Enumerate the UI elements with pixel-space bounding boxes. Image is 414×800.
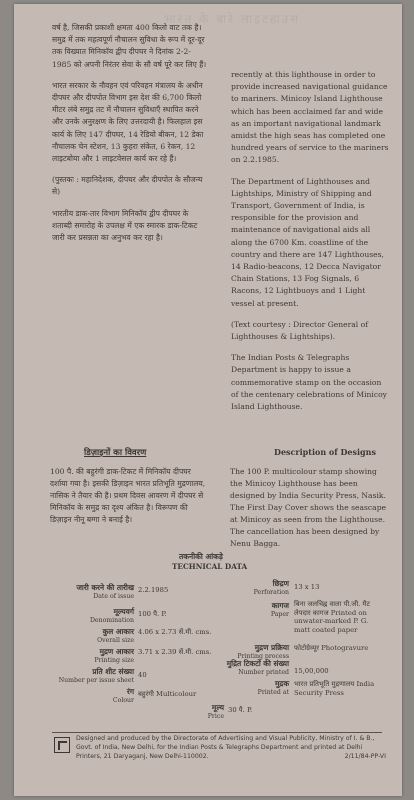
tech-label: मूल्य Price	[207, 703, 224, 720]
english-paragraph: recently at this lighthouse in order to provide increased navigational guidance to mariners. Minicoy Island Lighthouse which has been acclaimed far and wide as an important navigational landmark amidst the high seas has completed one hundred years of service to the mariners on 2.2.1985.	[231, 70, 389, 165]
english-design-text: The 100 P. multicolour stamp showing the Minicoy Lighthouse has been designed by India Security Press, Nasik. The First Day Cover shows the seascape at Minicoy as seen from the Lighthouse. The cancellation has been designed by Nenu Bagga.	[230, 467, 387, 548]
footer-text: Designed and produced by the Directorate of Advertising and Visual Publicity, Ministry of I. & B., Govt. of India, New Delhi, for the Indian Posts & Telegraphs Department and printed at Delhi Printers, 21 Daryaganj, New Delhi-110002.	[76, 735, 375, 760]
tech-value: 13 x 13	[294, 583, 320, 591]
english-paragraph: The Indian Posts & Telegraphs Department is happy to issue a commemorative stamp on the occasion of the centenary celebrations of Minicoy Island Lighthouse.	[231, 353, 387, 412]
tech-label: छिद्रण Perforation	[253, 579, 289, 596]
tech-value: 40	[138, 671, 147, 679]
tech-value: फोटोग्रेव्यूर Photogravure	[294, 644, 369, 652]
english-paragraph: (Text courtesy : Director General of Lighthouses & Lightships).	[231, 319, 369, 342]
footer-credits	[76, 735, 386, 761]
tech-label: रंग Colour	[112, 687, 134, 704]
tech-value: 15,00,000	[294, 667, 329, 675]
tech-value: भारत प्रतिभूति मुद्रणालय India Security Press	[294, 680, 375, 697]
tech-label: मुद्रित टिकटों की संख्या Number printed	[226, 659, 289, 676]
english-column	[231, 69, 389, 422]
english-paragraph: The Department of Lighthouses and Lightships, Ministry of Shipping and Transport, Government of India, is responsible for the provision and maintenance of navigational aids all along the 6700 Km. coastline of the country and there are 147 Lighthouses, 14 Radio-beacons, 12 Decca Navigator Chain Stations, 13 Fog Signals, 6 Racons, 12 Lightbuoys and 1 Light vessel at present.	[231, 176, 384, 308]
tech-label: कागज Paper	[270, 601, 289, 618]
tech-label: मुद्रक Printed at	[257, 679, 289, 696]
tech-value: 3.71 x 2.39 सें.मी. cms.	[138, 648, 212, 656]
technical-heading-english: TECHNICAL DATA	[172, 562, 248, 571]
hindi-paragraph: वर्ष है, जिसकी प्रकाशी क्षमता 400 किलो वाट तक है। समुद्र में तक महत्वपूर्ण नौचालन सुविधा के रूप में दूर-दूर तक विख्यात मिनिकॉय द्वीप दीपघर ने दिनांक 2-2-1985 को अपनी निरंतर सेवा के सौ वर्ष पूरे कर लिए हैं।	[52, 23, 207, 69]
hindi-column	[52, 22, 210, 253]
tech-value: बहुरंगी Multicolour	[138, 690, 197, 698]
hindi-paragraph: भारत सरकार के नौवहन एवं परिवहन मंत्रालय के अधीन दीपघर और दीपपोत विभाग इस देश की 6,700 किलो मीटर लंबे समुद्र तट में नौचालन सुविधाएँ स्थापित करने और उनके अनुरक्षण के लिए उत्तरदायी है। फिलहाल इस कार्य के लिए 147 दीपघर, 14 रेडियो बीकन, 12 डेका नौचालक चेन स्टेशन, 13 कुहरा संकेत, 6 रेकन, 12 लाइटबोया और 1 लाइटवेसल कार्य कर रहे हैं।	[52, 80, 204, 164]
hindi-paragraph: भारतीय डाक-तार विभाग मिनिकॉय द्वीप दीपघर के शताब्दी समारोह के उपलक्ष में एक स्मारक डाक-टिकट जारी कर प्रसन्नता का अनुभव कर रहा है।	[52, 208, 198, 243]
tech-label: कुल आकार Overall size	[97, 627, 134, 644]
tech-value: 100 पै. P.	[138, 610, 167, 618]
tech-value: बिना जलचिह्न वाला पी.जी. मैट लेपदार कागज Printed on unwater-marked P. G. matt coated paper	[294, 600, 370, 634]
hindi-paragraph: (पुस्तकः : महानिदेशक, दीपघर और दीपपोत के सौजन्य से)	[52, 175, 203, 197]
tech-label: जारी करने की तारीख Date of issue	[76, 583, 134, 600]
tech-label: मुद्रण प्रक्रिया Printing process	[237, 643, 289, 660]
tech-value: 4.06 x 2.73 सें.मी. cms.	[138, 628, 212, 636]
brochure-sheet	[14, 4, 402, 796]
tech-value: 30 पै. P.	[228, 706, 253, 714]
english-design-heading: Description of Designs	[274, 447, 376, 457]
hindi-design-text: 100 पै. की बहुरंगी डाक-टिकट में मिनिकॉय दीपघर दर्शाया गया है। इसकी डिज़ाइन भारत प्रतिभूति मुद्रणालय, नासिक ने तैयार की है। प्रथम दिवस आवरण में दीपघर से मिनिकॉय के समुद्र का दृश्य अंकित है। विरूपण की डिज़ाइन नीनू बग्गा ने बनाई है।	[50, 467, 206, 524]
dav-logo-icon	[54, 737, 70, 753]
footer-code: 2/11/84-PP-VI	[344, 752, 386, 760]
footer-divider	[52, 732, 382, 733]
faded-header: भारत के बारे लाइटहाउस	[164, 12, 301, 26]
tech-label: मूल्यवर्ग Denomination	[89, 607, 134, 624]
hindi-design-heading: डिज़ाइनों का विवरण	[84, 448, 147, 458]
tech-value: 2.2.1985	[138, 586, 169, 594]
tech-label: मुद्रण आकार Printing size	[94, 647, 134, 664]
tech-label: प्रति शीट संख्या Number per issue sheet	[58, 667, 134, 684]
technical-heading-hindi: तकनीकी आंकड़े	[179, 552, 223, 561]
